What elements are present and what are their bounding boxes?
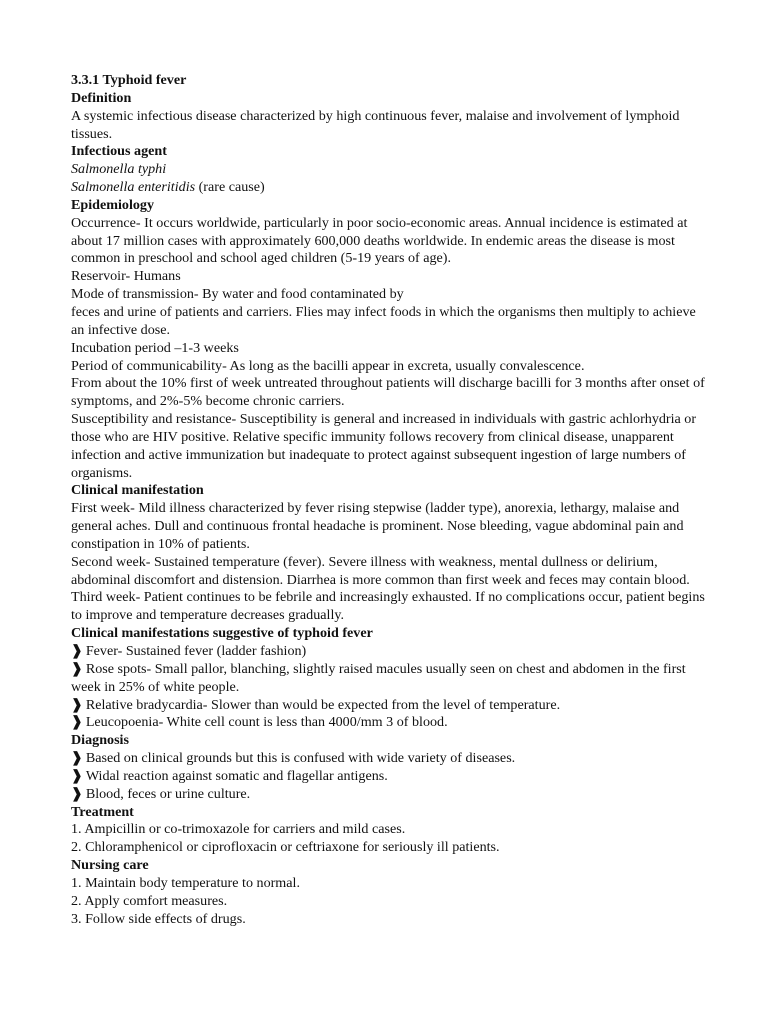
treatment-heading: Treatment bbox=[71, 803, 134, 820]
epidemiology-heading: Epidemiology bbox=[71, 196, 155, 213]
epidemiology-incubation: Incubation period –1-3 weeks bbox=[71, 339, 239, 356]
suggestive-item bbox=[71, 661, 707, 697]
suggestive-item bbox=[71, 643, 707, 661]
suggestive-item-text: Relative bradycardia- Slower than would be expected from the level of temperature. bbox=[85, 696, 561, 713]
diagnosis-item-text: Based on clinical grounds but this is confused with wide variety of diseases. bbox=[85, 750, 516, 767]
nursing-heading: Nursing care bbox=[71, 857, 149, 874]
bullet-icon: ❱ bbox=[71, 643, 83, 659]
epidemiology-untreated: From about the 10% first of week untreated throughout patients will discharge bacilli for 3 months after onset of symptoms, and 2%-5% become chronic carriers. bbox=[71, 375, 705, 410]
bullet-icon: ❱ bbox=[71, 714, 83, 731]
clinical-second-week: Second week- Sustained temperature (fever). Severe illness with weakness, mental dullness or delirium, abdominal discomfort and distension. Diarrhea is more common than first week and feces may contain blood. bbox=[71, 553, 690, 588]
agent-salmonella-typhi: Salmonella typhi bbox=[71, 161, 167, 178]
bullet-icon: ❱ bbox=[71, 767, 83, 784]
suggestive-heading: Clinical manifestations suggestive of typhoid fever bbox=[71, 625, 373, 642]
epidemiology-communicability: Period of communicability- As long as the bacilli appear in excreta, usually convalescence. bbox=[71, 357, 585, 374]
suggestive-item-text: Leucopoenia- White cell count is less than 4000/mm 3 of blood. bbox=[85, 714, 448, 731]
epidemiology-transmission-1: Mode of transmission- By water and food contaminated by bbox=[71, 286, 404, 303]
agent-salmonella-enteritidis bbox=[71, 179, 707, 197]
diagnosis-item bbox=[71, 768, 707, 786]
treatment-item: 2. Chloramphenicol or ciprofloxacin or ceftriaxone for seriously ill patients. bbox=[71, 839, 500, 856]
document-page bbox=[71, 72, 707, 929]
clinical-heading: Clinical manifestation bbox=[71, 482, 204, 499]
suggestive-item-text: Rose spots- Small pallor, blanching, slightly raised macules usually seen on chest and abdomen in the first week in 25% of white people. bbox=[71, 660, 686, 695]
diagnosis-item bbox=[71, 750, 707, 768]
clinical-third-week: Third week- Patient continues to be febrile and increasingly exhausted. If no complications occur, patient begins to improve and temperature decreases gradually. bbox=[71, 589, 705, 624]
bullet-icon: ❱ bbox=[71, 750, 83, 767]
infectious-agent-heading: Infectious agent bbox=[71, 143, 167, 160]
nursing-item: 2. Apply comfort measures. bbox=[71, 892, 228, 909]
agent-name-italic: Salmonella enteritidis bbox=[71, 179, 196, 196]
suggestive-item bbox=[71, 714, 707, 732]
diagnosis-item-text: Widal reaction against somatic and flagellar antigens. bbox=[85, 767, 388, 784]
bullet-icon: ❱ bbox=[71, 785, 83, 802]
nursing-item: 1. Maintain body temperature to normal. bbox=[71, 874, 300, 891]
diagnosis-item-text: Blood, feces or urine culture. bbox=[85, 785, 251, 802]
epidemiology-occurrence: Occurrence- It occurs worldwide, particularly in poor socio-economic areas. Annual incidence is estimated at about 17 million cases with approximately 600,000 deaths worldwide. In endemic areas the disease is most common in preschool and school aged children (5-19 years of age). bbox=[71, 214, 688, 267]
treatment-item: 1. Ampicillin or co-trimoxazole for carriers and mild cases. bbox=[71, 821, 406, 838]
epidemiology-transmission-2: feces and urine of patients and carriers. Flies may infect foods in which the organisms then multiply to achieve an infective dose. bbox=[71, 303, 696, 338]
diagnosis-heading: Diagnosis bbox=[71, 732, 129, 749]
nursing-item: 3. Follow side effects of drugs. bbox=[71, 910, 246, 927]
section-title: 3.3.1 Typhoid fever bbox=[71, 72, 187, 88]
suggestive-item-text: Fever- Sustained fever (ladder fashion) bbox=[85, 643, 307, 659]
agent-note: (rare cause) bbox=[195, 179, 265, 196]
suggestive-item bbox=[71, 697, 707, 715]
diagnosis-item bbox=[71, 786, 707, 804]
definition-heading: Definition bbox=[71, 89, 132, 106]
bullet-icon: ❱ bbox=[71, 660, 83, 677]
epidemiology-reservoir: Reservoir- Humans bbox=[71, 268, 181, 285]
bullet-icon: ❱ bbox=[71, 696, 83, 713]
epidemiology-susceptibility: Susceptibility and resistance- Susceptibility is general and increased in individuals with gastric achlorhydria or those who are HIV positive. Relative specific immunity follows recovery from clinical disease, unapparent infection and active immunization but inadequate to protect against subsequent ingestion of large numbers of organisms. bbox=[71, 411, 697, 481]
definition-text: A systemic infectious disease characterized by high continuous fever, malaise and involvement of lymphoid tissues. bbox=[71, 107, 680, 142]
clinical-first-week: First week- Mild illness characterized by fever rising stepwise (ladder type), anorexia, lethargy, malaise and general aches. Dull and continuous frontal headache is prominent. Nose bleeding, vague abdominal pain and constipation in 10% of patients. bbox=[71, 500, 684, 552]
